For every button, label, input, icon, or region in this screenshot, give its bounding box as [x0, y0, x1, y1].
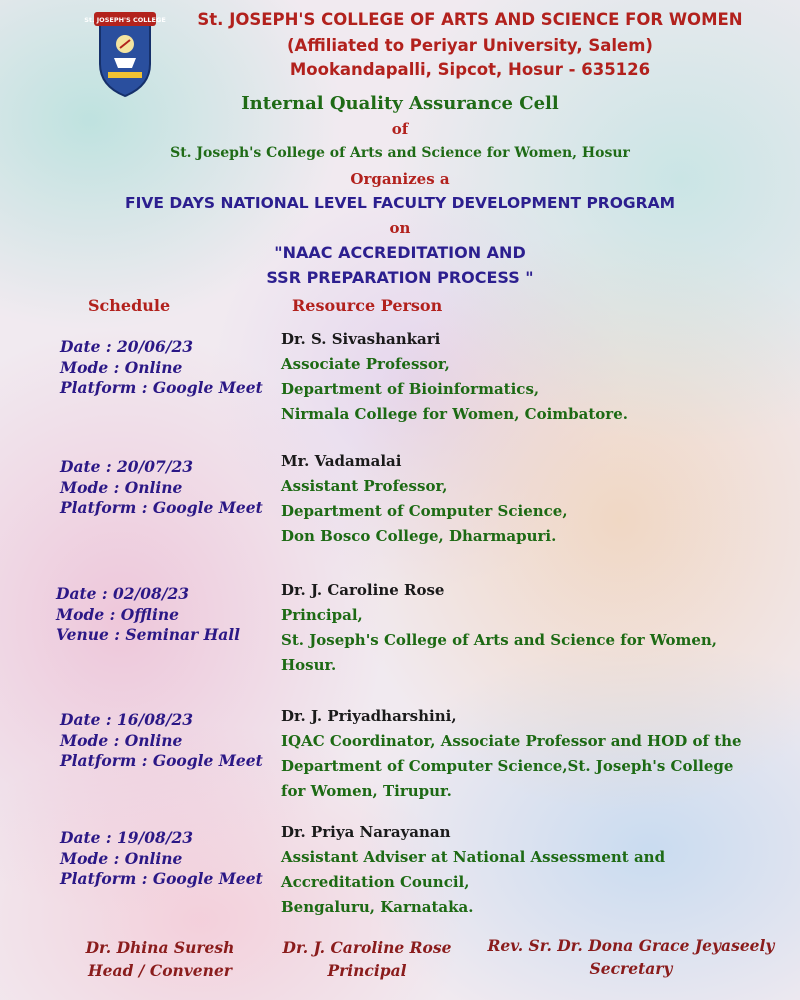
session-date: Date : 20/06/23 [60, 337, 194, 356]
resource-detail: Nirmala College for Women, Coimbatore. [281, 405, 628, 423]
session-mode: Mode : Online [60, 730, 183, 750]
signatory-convener [60, 936, 260, 982]
resource-person-block [281, 820, 665, 920]
college-crest-icon [84, 6, 166, 98]
resource-person-block [281, 578, 717, 678]
session-venue: Venue : Seminar Hall [56, 625, 241, 644]
schedule-block [60, 828, 263, 890]
resource-detail: Department of Bioinformatics, [281, 380, 540, 398]
topic-line-1: "NAAC ACCREDITATION AND [274, 243, 526, 262]
session-date: Date : 02/08/23 [56, 584, 190, 603]
resource-detail: Principal, [281, 606, 363, 624]
signatory-role: Principal [327, 961, 407, 980]
signatory-secretary [466, 934, 796, 980]
of-text: of [391, 120, 409, 138]
resource-name: Dr. S. Sivashankari [281, 330, 441, 348]
signatory-role: Head / Convener [88, 961, 232, 980]
institution-line: St. Joseph's College of Arts and Science for Women, Hosur [170, 145, 630, 161]
resource-person-block [281, 327, 628, 427]
topic-line-2: SSR PREPARATION PROCESS " [266, 268, 534, 287]
schedule-block [60, 337, 263, 399]
session-platform: Platform : Google Meet [60, 751, 263, 770]
on-text: on [389, 219, 411, 237]
resource-heading: Resource Person [292, 296, 443, 315]
signatory-name: Dr. J. Caroline Rose [282, 938, 452, 957]
signatory-role: Secretary [589, 959, 673, 978]
session-date: Date : 16/08/23 [60, 710, 194, 729]
schedule-heading: Schedule [88, 296, 171, 315]
session-platform: Platform : Google Meet [60, 378, 263, 397]
schedule-block [60, 457, 263, 519]
resource-name: Mr. Vadamalai [281, 452, 402, 470]
resource-detail: for Women, Tirupur. [281, 782, 452, 800]
resource-detail: Don Bosco College, Dharmapuri. [281, 527, 557, 545]
session-mode: Mode : Online [60, 357, 183, 377]
address: Mookandapalli, Sipcot, Hosur - 635126 [289, 60, 651, 79]
resource-detail: Associate Professor, [281, 355, 450, 373]
iqac-title: Internal Quality Assurance Cell [241, 93, 559, 114]
resource-person-block [281, 449, 568, 549]
schedule-block [60, 710, 263, 772]
resource-name: Dr. Priya Narayanan [281, 823, 451, 841]
signatory-name: Dr. Dhina Suresh [85, 938, 235, 957]
college-name: St. JOSEPH'S COLLEGE OF ARTS AND SCIENCE FOR WOMEN [197, 10, 743, 29]
session-date: Date : 20/07/23 [60, 457, 194, 476]
signatory-principal [262, 936, 472, 982]
resource-detail: Hosur. [281, 656, 337, 674]
resource-detail: Assistant Professor, [281, 477, 448, 495]
resource-detail: St. Joseph's College of Arts and Science for Women, [281, 631, 718, 649]
session-platform: Platform : Google Meet [60, 498, 263, 517]
resource-name: Dr. J. Caroline Rose [281, 581, 445, 599]
session-mode: Mode : Online [60, 848, 183, 868]
affiliation: (Affiliated to Periyar University, Salem) [287, 36, 653, 55]
resource-detail: Bengaluru, Karnataka. [281, 898, 474, 916]
session-platform: Platform : Google Meet [60, 869, 263, 888]
resource-detail: Assistant Adviser at National Assessment and [281, 848, 666, 866]
resource-detail: Department of Computer Science,St. Joseph's College [281, 757, 734, 775]
logo-text: St. JOSEPH'S COLLEGE [84, 16, 166, 24]
session-date: Date : 19/08/23 [60, 828, 194, 847]
resource-detail: Department of Computer Science, [281, 502, 568, 520]
schedule-block [56, 584, 240, 646]
resource-person-block [281, 704, 742, 804]
resource-detail: IQAC Coordinator, Associate Professor and HOD of the [281, 732, 742, 750]
resource-name: Dr. J. Priyadharshini, [281, 707, 457, 725]
organizes-text: Organizes a [350, 170, 450, 188]
session-mode: Mode : Online [60, 477, 183, 497]
signatory-name: Rev. Sr. Dr. Dona Grace Jeyaseely [487, 936, 775, 955]
session-mode: Mode : Offline [56, 604, 179, 624]
program-title: FIVE DAYS NATIONAL LEVEL FACULTY DEVELOPMENT PROGRAM [124, 194, 675, 212]
resource-detail: Accreditation Council, [281, 873, 470, 891]
